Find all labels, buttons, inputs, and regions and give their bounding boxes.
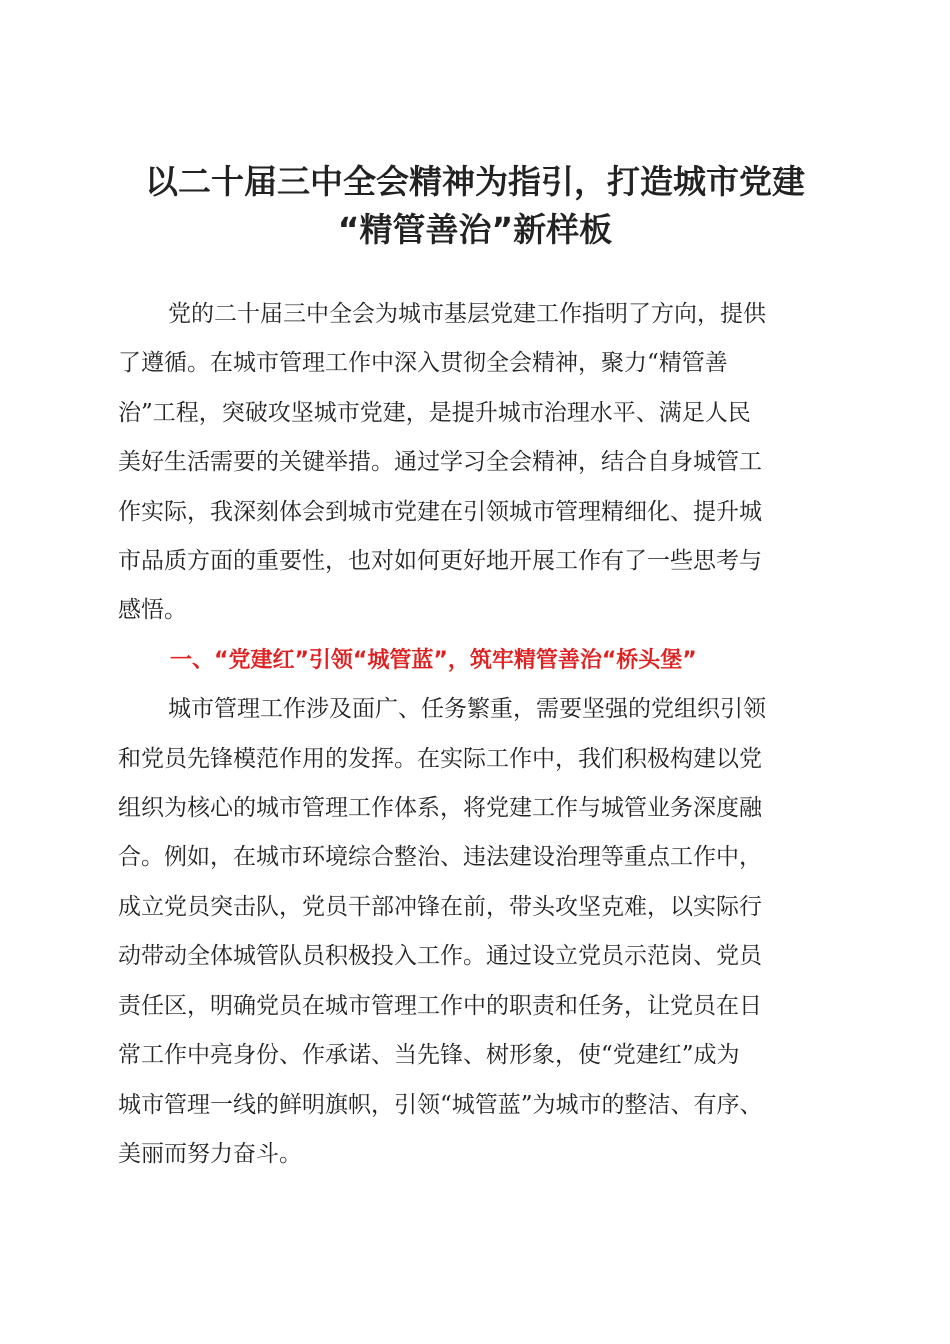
title-line: 以二十届三中全会精神为指引，打造城市党建: [145, 162, 805, 201]
document-title: [118, 158, 832, 254]
document-body: [118, 290, 832, 1179]
text-line: 责任区，明确党员在城市管理工作中的职责和任务，让党员在日: [118, 992, 762, 1019]
text-line: 合。例如，在城市环境综合整治、违法建设治理等重点工作中，: [118, 844, 762, 871]
text-line: 城市管理一线的鲜明旗帜，引领“城管蓝”为城市的整洁、有序、: [118, 1091, 763, 1118]
text-line: 城市管理工作涉及面广、任务繁重，需要坚强的党组织引领: [168, 696, 766, 723]
section-paragraph: [118, 685, 832, 1179]
text-line: 治”工程，突破攻坚城市党建，是提升城市治理水平、满足人民: [118, 399, 751, 426]
text-line: 党的二十届三中全会为城市基层党建工作指明了方向，提供: [168, 301, 766, 327]
text-line: 作实际，我深刻体会到城市党建在引领城市管理精细化、提升城: [118, 498, 762, 525]
text-line: 感悟。: [118, 597, 187, 624]
text-line: 了遵循。在城市管理工作中深入贯彻全会精神，聚力“精管善: [118, 350, 728, 377]
section-heading: 一、“党建红”引领“城管蓝”，筑牢精管善治“桥头堡”: [170, 647, 697, 673]
intro-paragraph: [118, 290, 832, 636]
text-line: 和党员先锋模范作用的发挥。在实际工作中，我们积极构建以党: [118, 745, 762, 772]
text-line: 常工作中亮身份、作承诺、当先锋、树形象，使“党建红”成为: [118, 1042, 740, 1069]
text-line: 美好生活需要的关键举措。通过学习全会精神，结合自身城管工: [118, 449, 762, 476]
text-line: 市品质方面的重要性，也对如何更好地开展工作有了一些思考与: [118, 548, 762, 575]
text-line: 组织为核心的城市管理工作体系，将党建工作与城管业务深度融: [118, 795, 762, 822]
text-line: 动带动全体城管队员积极投入工作。通过设立党员示范岗、党员: [118, 943, 762, 970]
text-line: 成立党员突击队，党员干部冲锋在前，带头攻坚克难，以实际行: [118, 893, 762, 920]
title-line: “精管善治”新样板: [337, 210, 613, 249]
text-line: 美丽而努力奋斗。: [118, 1140, 302, 1167]
